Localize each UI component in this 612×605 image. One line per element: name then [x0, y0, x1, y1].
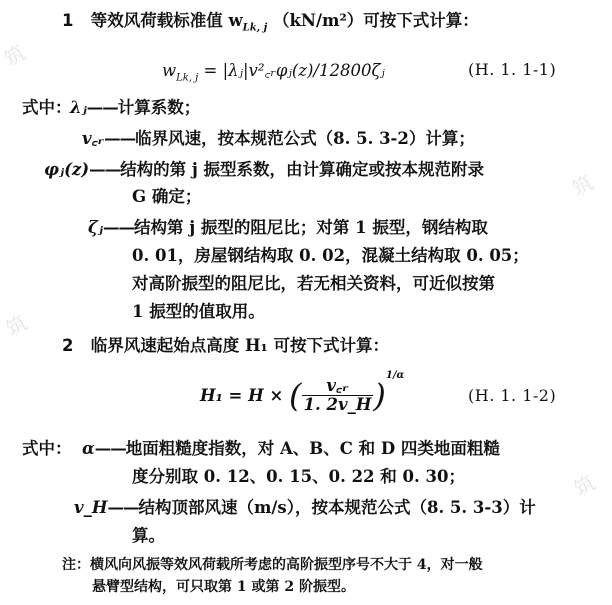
- definitions-lead: 式中：: [22, 98, 72, 117]
- clause-text: 等效风荷载标准值 w: [90, 11, 243, 30]
- watermark: 筑: [568, 170, 598, 202]
- definition-text: 计算系数；: [117, 98, 201, 117]
- clause-1-heading: [62, 10, 479, 39]
- formula-tag: (H. 1. 1-2): [468, 386, 557, 405]
- clause-unit: （kN/m²）可按下式计算：: [272, 11, 479, 30]
- formula-h-1-1-1: [162, 58, 385, 83]
- formula-exponent: 1/α: [385, 370, 405, 381]
- definition-text: 地面粗糙度指数，对 A、B、C 和 D 四类地面粗糙: [125, 439, 500, 458]
- formula-tag: (H. 1. 1-1): [468, 60, 557, 79]
- clause-subscript: Lk, j: [242, 22, 268, 34]
- definition-symbol: φⱼ(z): [44, 160, 90, 179]
- formula-lhs-subscript: Lk, j: [176, 72, 199, 84]
- left-paren: (: [289, 376, 302, 415]
- definition-symbol: ζⱼ: [88, 218, 103, 237]
- clause-2-heading: [62, 335, 389, 357]
- fraction-numerator: v꜀ᵣ: [302, 377, 374, 396]
- definition-continuation: 1 振型的值取用。: [132, 302, 265, 321]
- definition-continuation: 0. 01，房屋钢结构取 0. 02，混凝土结构取 0. 05；: [132, 246, 529, 265]
- formula-fraction: [302, 377, 374, 414]
- watermark: 筑: [570, 470, 600, 502]
- definition-item: [88, 217, 488, 239]
- definition-symbol: λⱼ: [70, 98, 87, 117]
- definition-item: [74, 497, 536, 519]
- clause-number: 2: [62, 336, 74, 355]
- definition-symbol: α: [82, 439, 95, 458]
- definition-item: [70, 97, 200, 119]
- definition-continuation: 算。: [132, 526, 165, 545]
- note-line: 悬臂型结构，可只取第 1 或第 2 阶振型。: [92, 579, 355, 595]
- formula-lhs: H₁ = H ×: [200, 386, 284, 405]
- definition-text: 结构第 j 振型的阻尼比；对第 1 振型，钢结构取: [133, 218, 488, 237]
- definition-text: 临界风速，按本规范公式（8. 5. 3-2）计算；: [135, 129, 475, 148]
- definition-item: [82, 128, 475, 150]
- definitions-lead: 式中：: [22, 439, 72, 458]
- fraction-denominator: 1. 2v_H: [303, 395, 372, 414]
- definition-symbol: v_H: [74, 498, 108, 517]
- right-paren: ): [373, 376, 386, 415]
- definition-item: [82, 438, 500, 460]
- definition-continuation: G 确定；: [132, 187, 202, 206]
- watermark: 筑: [2, 310, 32, 342]
- definition-symbol: v꜀ᵣ: [82, 129, 105, 148]
- clause-number: 1: [62, 11, 74, 30]
- definition-dash: ——: [94, 439, 126, 458]
- definition-text: 结构顶部风速（m/s），按本规范公式（8. 5. 3-3）计: [138, 498, 536, 517]
- definition-dash: ——: [107, 498, 139, 517]
- formula-rhs: = |λⱼ|v²꜀ᵣφⱼ(z)/12800ζⱼ: [203, 61, 385, 80]
- definition-dash: ——: [104, 129, 136, 148]
- definition-dash: ——: [89, 160, 121, 179]
- clause-text: 临界风速起始点高度 H₁ 可按下式计算：: [90, 336, 390, 355]
- definition-dash: ——: [102, 218, 134, 237]
- definition-continuation: 度分别取 0. 12、0. 15、0. 22 和 0. 30；: [132, 467, 465, 486]
- definition-item: [44, 159, 484, 181]
- watermark: 筑: [0, 40, 30, 72]
- note: [62, 555, 483, 575]
- definition-text: 结构的第 j 振型系数，由计算确定或按本规范附录: [120, 160, 485, 179]
- note-label: 注：: [62, 557, 90, 573]
- formula-h-1-1-2: [200, 370, 404, 415]
- definition-continuation: 对高阶振型的阻尼比，若无相关资料，可近似按第: [132, 274, 495, 293]
- formula-lhs: w: [162, 61, 177, 80]
- note-line: 横风向风振等效风荷载所考虑的高阶振型序号不大于 4，对一般: [90, 557, 483, 573]
- definition-dash: ——: [86, 98, 118, 117]
